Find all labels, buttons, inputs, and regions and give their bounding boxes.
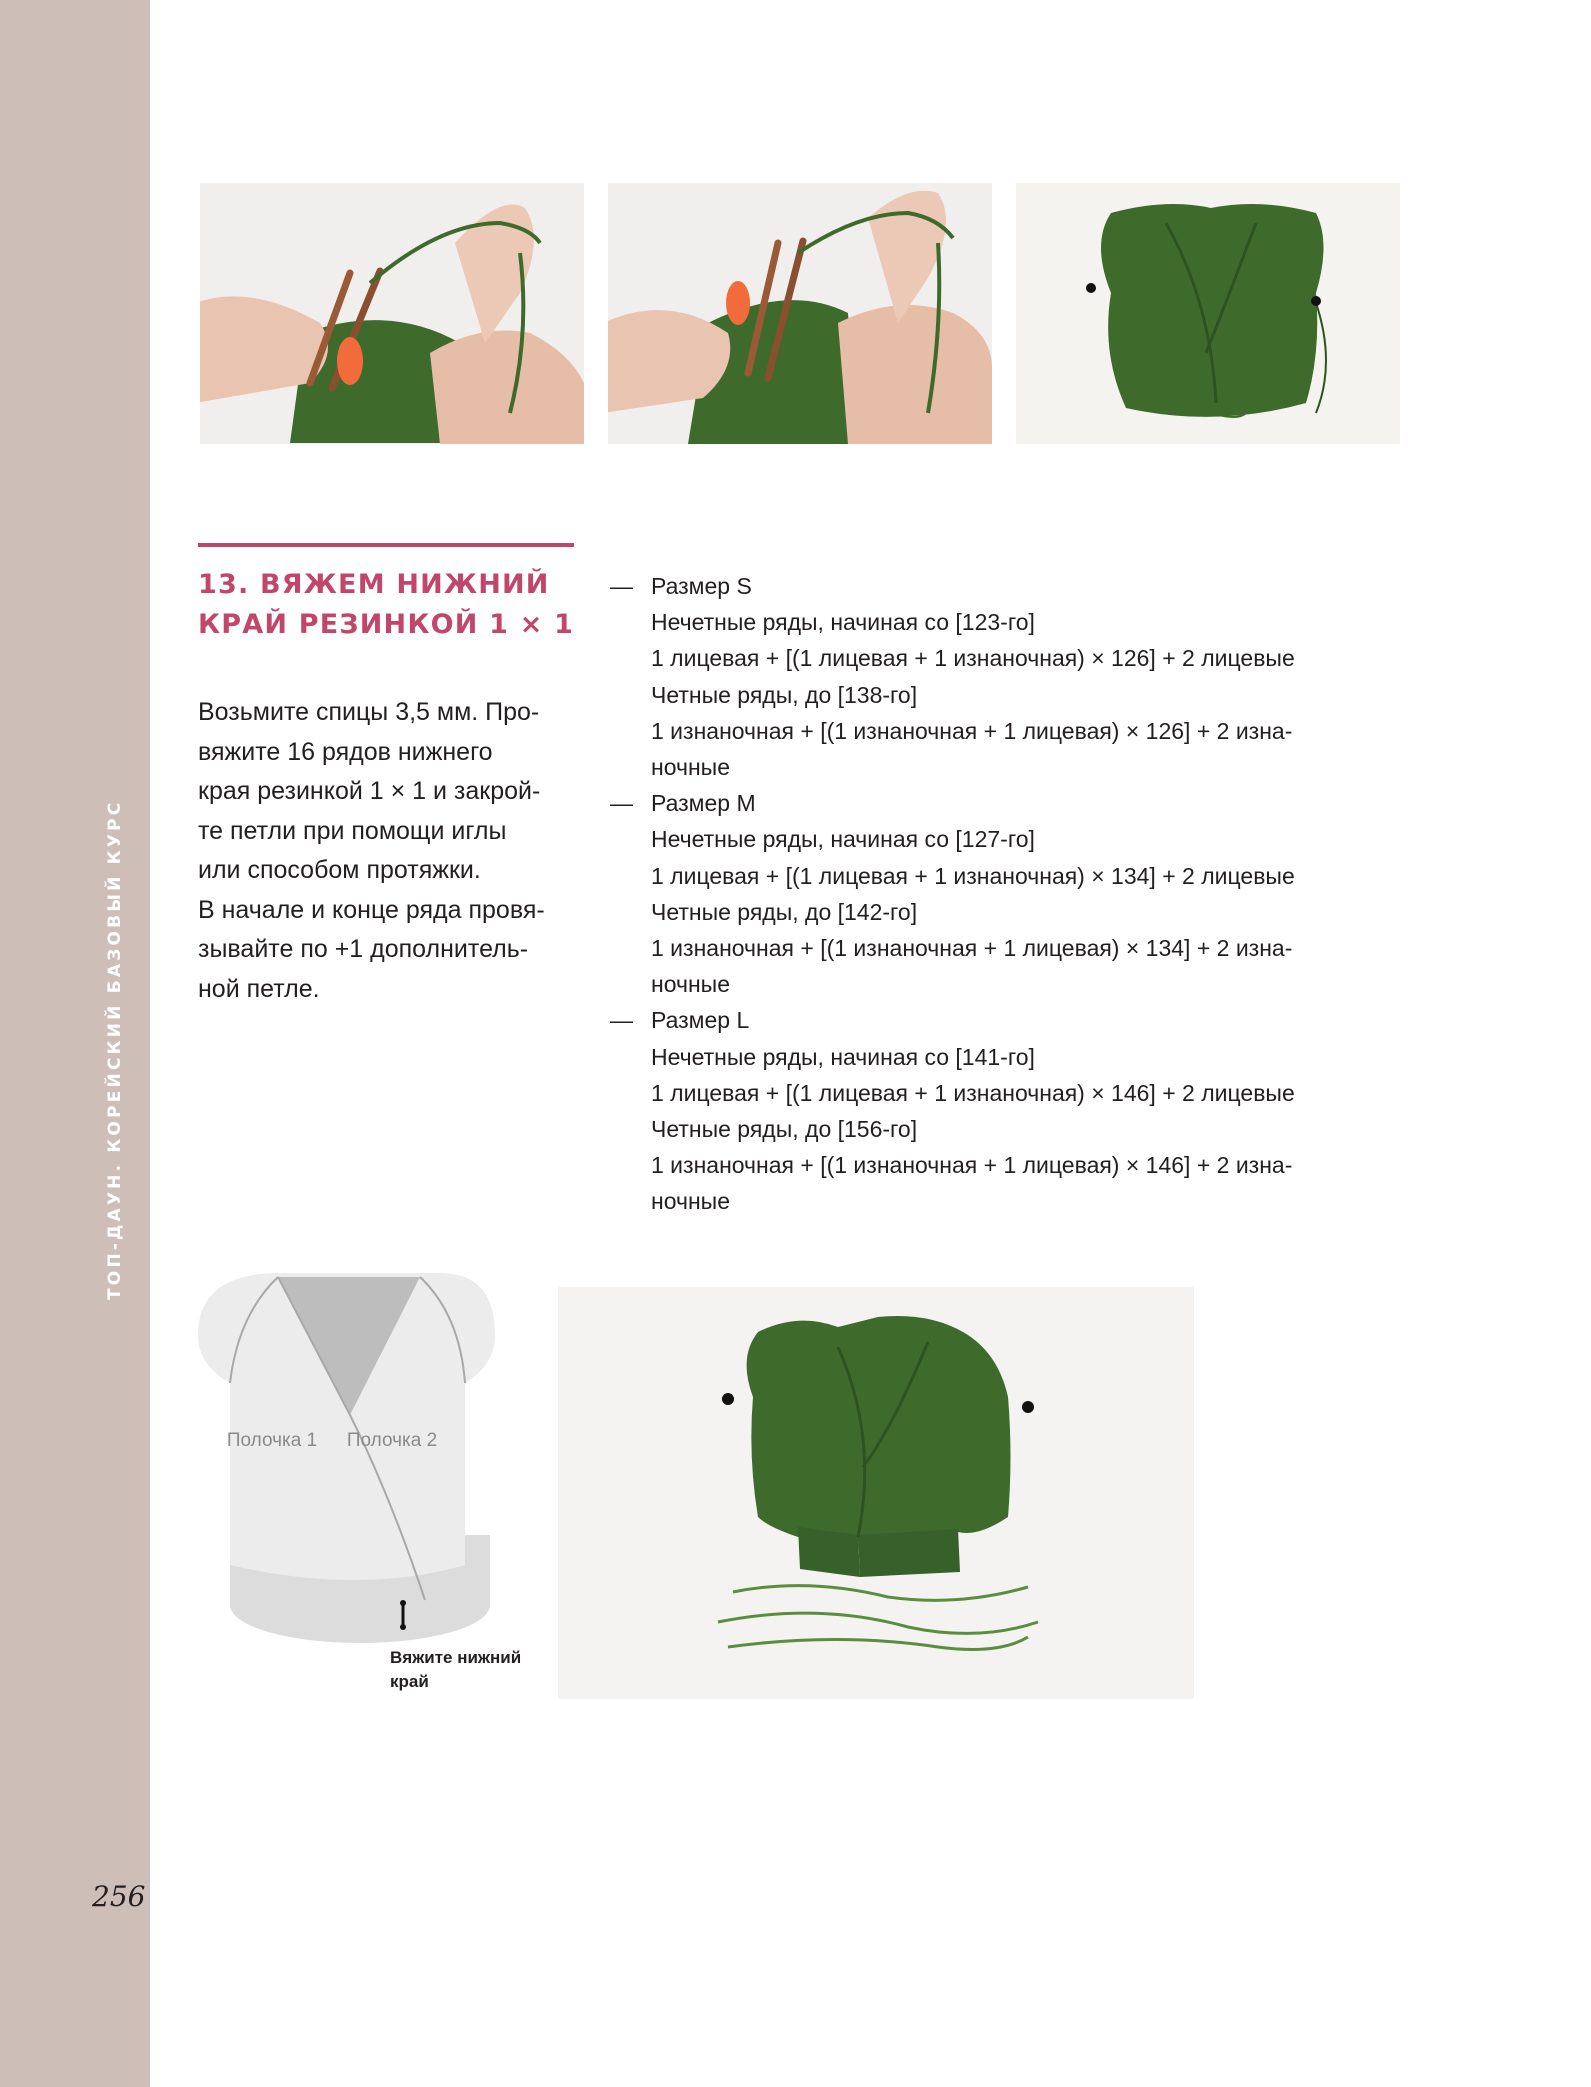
size-block-l xyxy=(610,1002,1430,1219)
size-block-m xyxy=(610,785,1430,1002)
list-dash: — xyxy=(610,790,633,817)
size-instructions xyxy=(610,568,1430,1220)
photo-knitting-step-2 xyxy=(608,183,992,444)
diagram-label-right: Полочка 2 xyxy=(346,1430,438,1451)
body-line: те петли при помощи иглы xyxy=(198,816,507,845)
body-line: края резинкой 1 × 1 и закрой- xyxy=(198,777,541,805)
diagram-label-left: Полочка 1 xyxy=(226,1430,318,1451)
sidebar-title: ТОП-ДАУН. КОРЕЙСКИЙ БАЗОВЫЙ КУРС xyxy=(105,799,125,1300)
photo-vest-flat xyxy=(1016,183,1400,444)
heading-line-1: 13. ВЯЖЕМ НИЖНИЙ xyxy=(198,569,550,600)
section-heading xyxy=(198,565,588,645)
diagram-hint-line-2: край xyxy=(390,1672,429,1691)
photo-knitting-step-1 xyxy=(200,183,584,444)
size-label: Размер M xyxy=(651,790,756,817)
size-line: Нечетные ряды, начиная со [123-го] xyxy=(651,609,1035,636)
photo-finished-vest xyxy=(558,1287,1194,1699)
size-line: Четные ряды, до [156-го] xyxy=(651,1116,918,1143)
body-line: или способом протяжки. xyxy=(198,856,481,884)
size-line: ночные xyxy=(651,754,730,781)
size-line: 1 лицевая + [(1 лицевая + 1 изнаночная) × 134] + 2 лицевые xyxy=(651,862,1295,889)
section-rule xyxy=(198,543,574,547)
size-line: ночные xyxy=(651,1188,730,1215)
body-line: ной петле. xyxy=(198,974,320,1003)
size-block-s xyxy=(610,568,1430,785)
sidebar-band xyxy=(0,0,150,2087)
size-line: 1 изнаночная + [(1 изнаночная + 1 лицевая) × 146] + 2 изна- xyxy=(651,1152,1293,1179)
size-line: Нечетные ряды, начиная со [141-го] xyxy=(651,1043,1035,1070)
size-line: 1 лицевая + [(1 лицевая + 1 изнаночная) × 146] + 2 лицевые xyxy=(651,1079,1295,1106)
list-dash: — xyxy=(610,1007,633,1034)
body-line: Возьмите спицы 3,5 мм. Про- xyxy=(198,698,540,726)
size-line: 1 лицевая + [(1 лицевая + 1 изнаночная) × 126] + 2 лицевые xyxy=(651,645,1295,672)
size-line: Четные ряды, до [138-го] xyxy=(651,681,918,708)
size-line: Нечетные ряды, начиная со [127-го] xyxy=(651,826,1035,853)
size-line: Четные ряды, до [142-го] xyxy=(651,898,918,925)
size-label: Размер L xyxy=(651,1007,750,1034)
heading-line-2: КРАЙ РЕЗИНКОЙ 1 × 1 xyxy=(198,609,575,640)
size-line: 1 изнаночная + [(1 изнаночная + 1 лицевая) × 134] + 2 изна- xyxy=(651,935,1293,962)
size-line: 1 изнаночная + [(1 изнаночная + 1 лицевая) × 126] + 2 изна- xyxy=(651,717,1293,744)
list-dash: — xyxy=(610,573,633,599)
body-line: зывайте по +1 дополнитель- xyxy=(198,935,529,963)
diagram-hint-line-1: Вяжите нижний xyxy=(390,1648,522,1667)
body-line: В начале и конце ряда провя- xyxy=(198,895,545,924)
page-number: 256 xyxy=(92,1880,146,1913)
instruction-text xyxy=(198,693,593,1009)
size-label: Размер S xyxy=(651,573,752,599)
size-line: ночные xyxy=(651,971,730,998)
body-line: вяжите 16 рядов нижнего xyxy=(198,737,493,766)
vest-diagram xyxy=(190,1265,530,1705)
